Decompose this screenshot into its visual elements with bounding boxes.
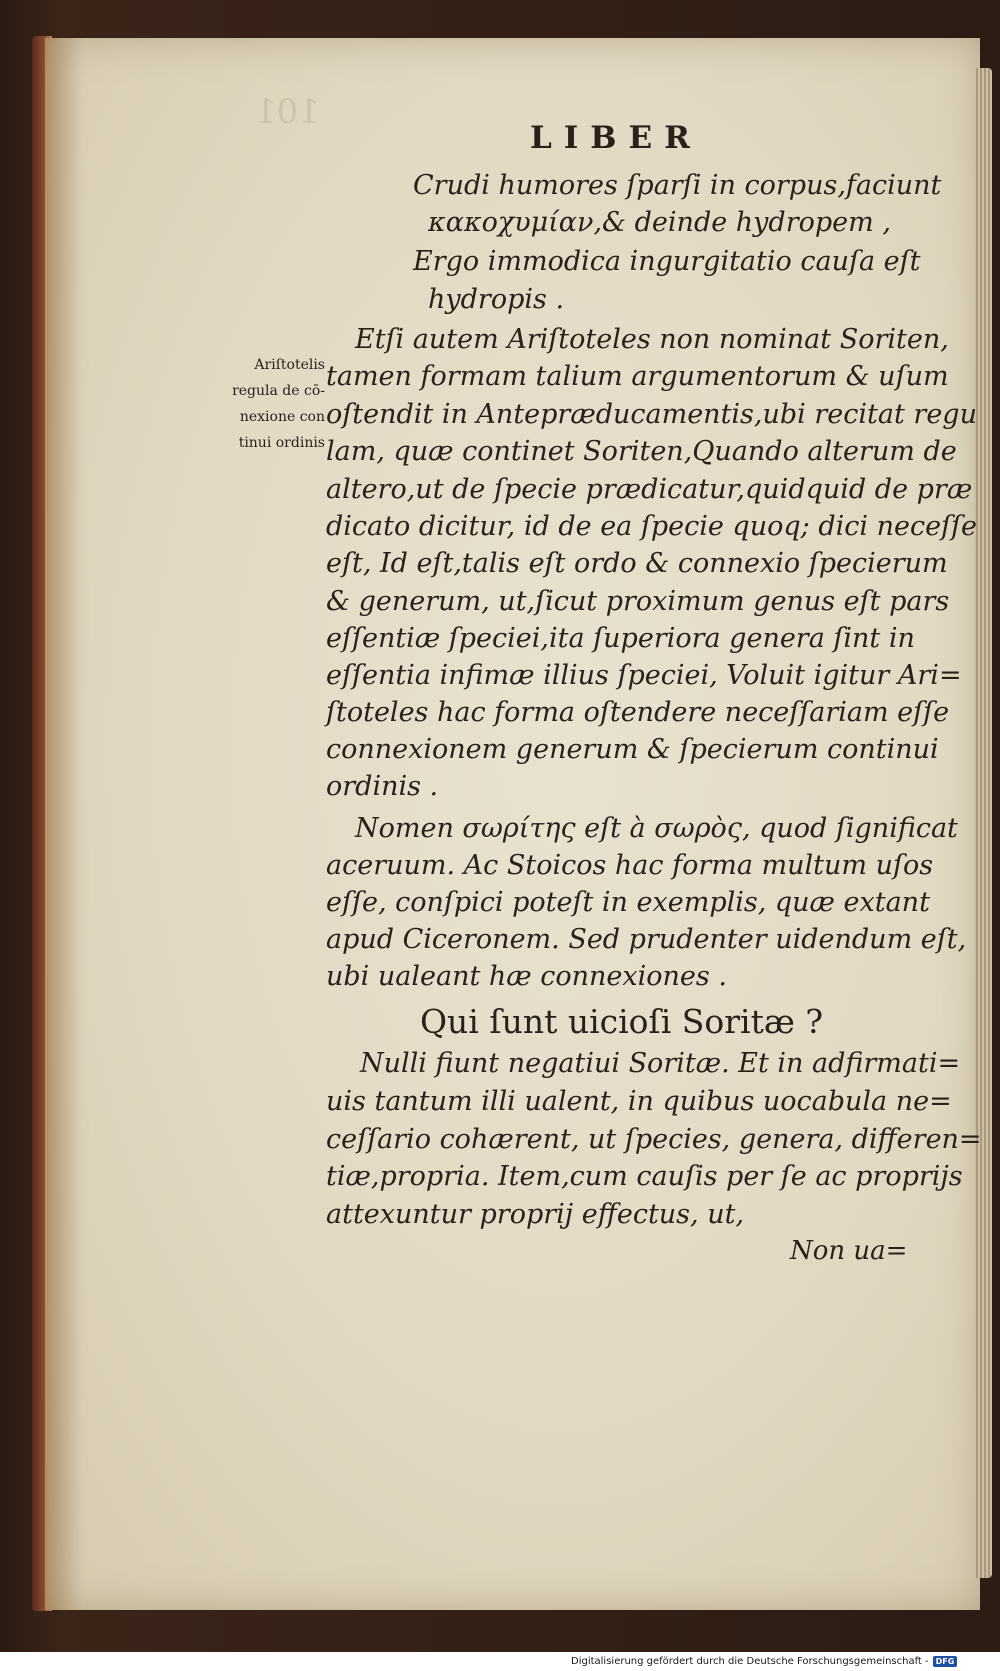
text-line: tamen formam talium argumentorum & uſum (326, 361, 949, 392)
text-line: uis tantum illi ualent, in quibus uocabula ne= (326, 1086, 952, 1117)
text-line: ceſſario cohærent, ut ſpecies, genera, differen= (326, 1124, 982, 1155)
text-line: Nulli fiunt negatiui Soritæ. Et in adfirmati= (360, 1048, 961, 1079)
page-fore-edge (974, 68, 992, 1578)
section-heading: Qui ſunt uicioſi Soritæ ? (420, 1002, 824, 1041)
marginal-note (185, 352, 325, 456)
text-line: ordinis . (326, 771, 439, 802)
text-line: Crudi humores ſparſi in corpus,faciunt (413, 170, 942, 201)
text-line: tiæ,propria. Item,cum cauſis per ſe ac proprijs (326, 1161, 963, 1192)
text-line: apud Ciceronem. Sed prudenter uidendum eſt, (326, 924, 967, 955)
credit-text: Digitalisierung gefördert durch die Deutsche Forschungsgemeinschaft - (571, 1655, 929, 1667)
bleed-through-page-number: 101 (255, 92, 320, 132)
text-line: eſſe, conſpici poteſt in exemplis, quæ extant (326, 887, 930, 918)
text-line: aceruum. Ac Stoicos hac forma multum uſos (326, 850, 934, 881)
text-line: eſſentia infimæ illius ſpeciei, Voluit igitur Ari= (326, 660, 962, 691)
catchword: Non ua= (790, 1236, 908, 1266)
text-line: attexuntur proprij effectus, ut, (326, 1199, 745, 1230)
dfg-logo: DFG (933, 1656, 958, 1667)
text-line: eſſentiæ ſpeciei,ita ſuperiora genera ſint in (326, 623, 915, 654)
text-line: Ergo immodica ingurgitatio cauſa eſt (413, 246, 921, 277)
text-line: ubi ualeant hæ connexiones . (326, 961, 727, 992)
text-line: hydropis . (428, 284, 565, 315)
text-line: ſtoteles hac forma oſtendere neceſſariam eſſe (326, 697, 950, 728)
marginal-note-line: nexione con (239, 409, 325, 425)
text-line: lam, quæ continet Soriten,Quando alterum de (326, 436, 957, 467)
text-line: dicato dicitur, id de ea ſpecie quoq; dici neceſſe (326, 511, 978, 542)
text-line: κακοχυμίαν,& deinde hydropem , (428, 207, 891, 238)
marginal-note-line: tinui ordinis (238, 435, 325, 451)
text-line: altero,ut de ſpecie prædicatur,quidquid de præ (326, 474, 973, 505)
digitization-credit (571, 1652, 957, 1670)
text-line: & generum, ut,ſicut proximum genus eſt pars (326, 586, 950, 617)
marginal-note-line: Ariſtotelis (254, 357, 325, 373)
running-head: LIBER (530, 120, 702, 156)
text-line: Etſi autem Ariſtoteles non nominat Soriten, (355, 324, 949, 355)
marginal-note-line: regula de cō- (232, 383, 325, 399)
text-line: eſt, Id eſt,talis eſt ordo & connexio ſpecierum (326, 548, 948, 579)
text-line: oſtendit in Antepræducamentis,ubi recitat regu (326, 399, 977, 430)
text-line: Nomen σωρίτης eſt à σωρὸς, quod ſignificat (355, 813, 958, 844)
page-gutter-shadow (45, 38, 83, 1610)
text-line: connexionem generum & ſpecierum continui (326, 734, 939, 765)
